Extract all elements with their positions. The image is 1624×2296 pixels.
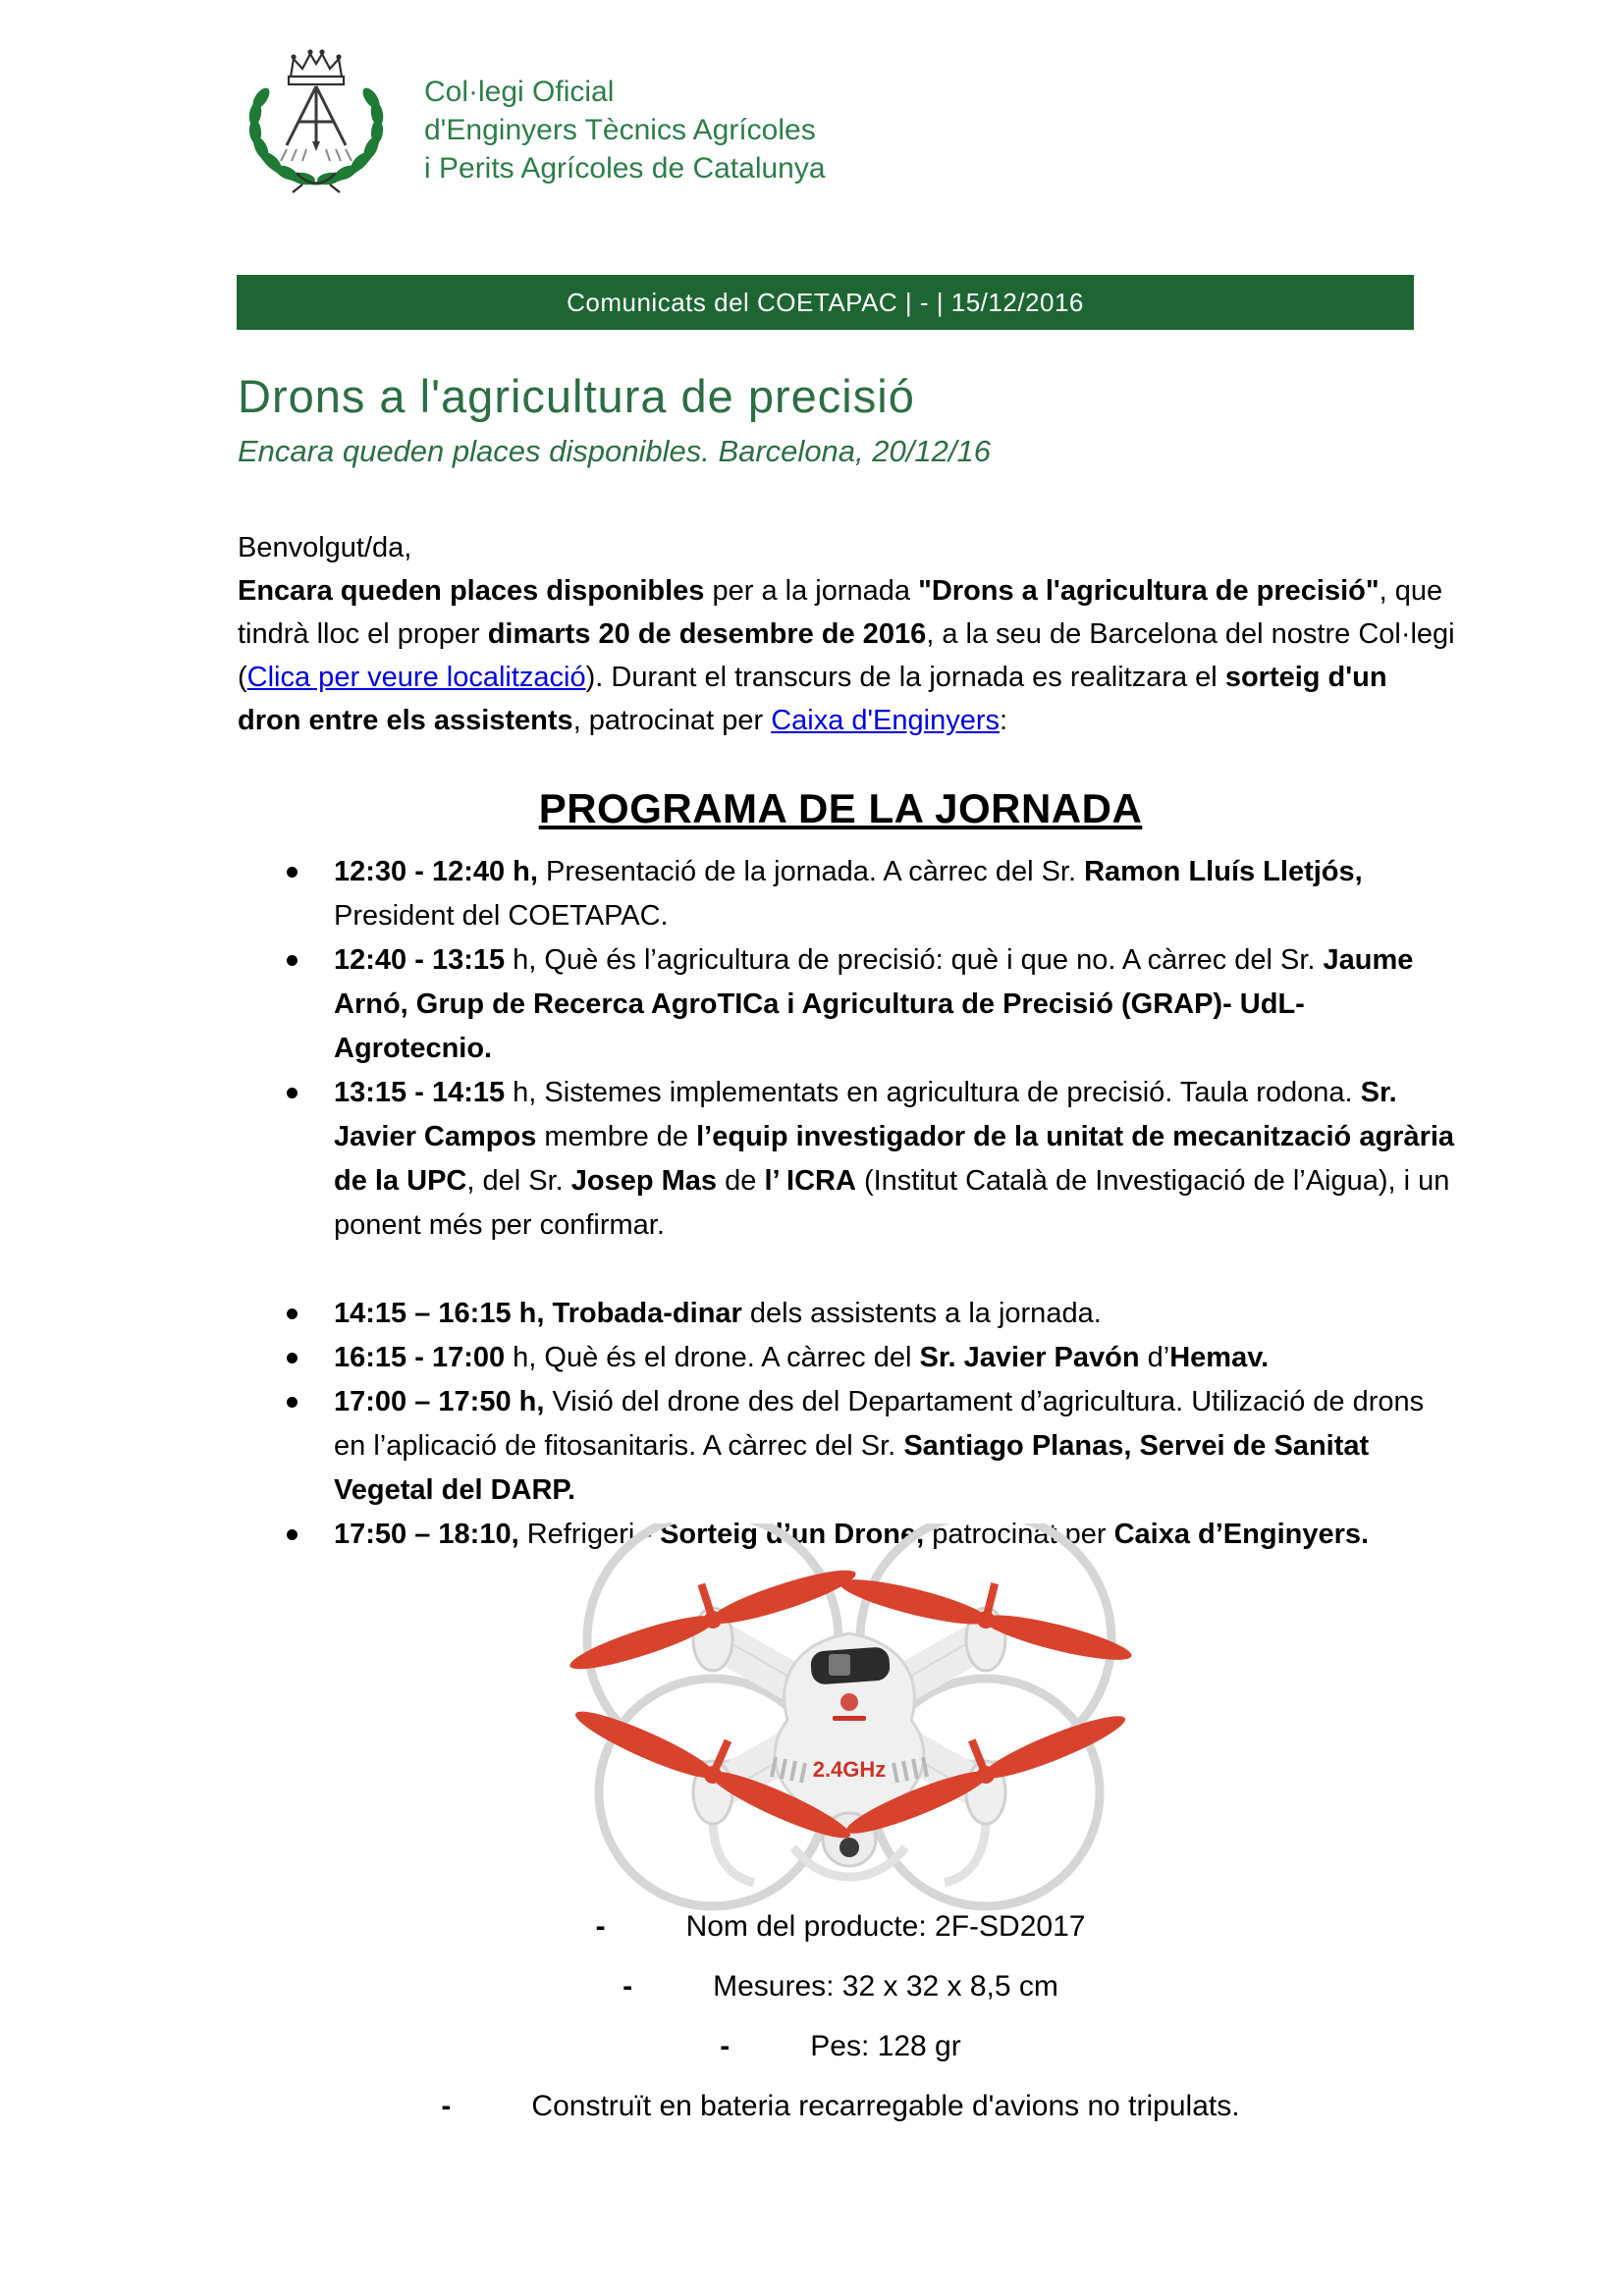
drone-image [548,1523,1151,1916]
program-item [238,1380,1455,1513]
inline-text: 12:40 - 13:15 [334,944,506,976]
inline-link[interactable]: Caixa d'Enginyers [771,705,1001,736]
inline-text: Josep Mas [570,1165,718,1197]
crest-icon [232,47,401,194]
org-name [424,47,826,194]
inline-text: Santiago Planas, Servei de Sanitat Vegetal del DARP. [334,1430,1370,1506]
inline-text: 14:15 – 16:15 h, Trobada-dinar [334,1298,742,1329]
inline-text: membre de [536,1121,697,1152]
bullet-icon [287,1308,298,1319]
spec-row [238,1956,1443,2016]
inline-text: Sorteig d’un Drone, [660,1519,925,1550]
inline-text: Sr. Javier Campos [334,1077,1397,1152]
program-item [238,1071,1455,1248]
program-item-text [334,1292,1455,1336]
inline-text: l’ ICRA [764,1165,856,1197]
inline-link[interactable]: Clica per veure localització [246,662,586,693]
org-logo [232,47,826,194]
program-heading: PROGRAMA DE LA JORNADA [538,785,1143,831]
inline-text: de [717,1165,765,1197]
program-item-text [334,850,1455,938]
bullet-icon [287,955,298,966]
inline-text: Jaume Arnó, Grup de Recerca AgroTICa i Agricultura de Precisió (GRAP)- UdL-Agrotecnio. [334,944,1414,1064]
dash-bullet: - [623,1969,633,2002]
drone-frequency-label: 2.4GHz [812,1757,887,1782]
bullet-icon [287,1088,298,1098]
inline-text: , que tindrà lloc el proper [238,575,1443,650]
spec-text: Pes: 128 gr [810,2029,961,2062]
intro-paragraph [238,526,1455,742]
program-item [238,1292,1455,1336]
inline-text: 16:15 - 17:00 [334,1342,506,1373]
bullet-icon [287,1397,298,1408]
inline-text: ). Durant el transcurs de la jornada es realitzara el [585,662,1225,693]
inline-text: Ramon Lluís Lletjós, [1084,856,1363,887]
inline-text: Encara queden places disponibles [238,575,705,607]
inline-text: 17:50 – 18:10, [334,1519,519,1550]
inline-text: h, Què és el drone. A càrrec del [505,1342,920,1373]
spec-row [238,2016,1443,2076]
inline-text: Visió del drone des del Departament d’agricultura. Utilizació de drons en l’aplicació de fitosanitaris. A càrrec del Sr. [334,1386,1425,1462]
spec-text: Nom del producte: 2F-SD2017 [685,1909,1086,1943]
inline-text: , a la seu de Barcelona del nostre Col·legi ( [238,618,1455,693]
inline-text: dimarts 20 de desembre de 2016 [487,618,927,650]
page-title: Drons a l'agricultura de precisió [238,370,915,422]
inline-text: : [1000,705,1008,736]
program-item-text [334,1336,1455,1380]
program-item [238,850,1455,938]
program-item [238,1336,1455,1380]
spec-text: Construït en bateria recarregable d'avions no tripulats. [531,2089,1240,2122]
bullet-icon [287,1353,298,1363]
inline-text: patrocinat per [924,1519,1114,1550]
page-subtitle: Encara queden places disponibles. Barcelona, 20/12/16 [238,434,991,468]
inline-text: per a la jornada [704,575,919,607]
spec-row [238,2076,1443,2136]
inline-text: l’equip investigador de la unitat de mecanització agrària de la UPC [334,1121,1455,1197]
inline-text: , del Sr. [466,1165,571,1197]
dash-bullet: - [720,2029,731,2062]
greeting: Benvolgut/da, [238,532,412,563]
dash-bullet: - [595,1909,606,1943]
org-name-line1: Col·legi Oficial [424,76,615,108]
inline-text: 17:00 – 17:50 h, [334,1386,545,1417]
banner-text: Comunicats del COETAPAC | - | 15/12/2016 [567,287,1084,317]
banner [237,275,1414,330]
bullet-icon [287,1529,298,1540]
inline-text: Sr. Javier Pavón [919,1342,1140,1373]
spec-list [238,1896,1443,2136]
inline-text: 13:15 - 14:15 [334,1077,506,1108]
inline-text: sorteig d'un dron entre els assistents [238,662,1387,736]
intro-text [238,575,1455,736]
spec-row [238,1896,1443,1956]
inline-text: President del COETAPAC. [334,900,669,932]
inline-text: Presentació de la jornada. A càrrec del Sr. [537,856,1085,887]
inline-text: h, Què és l’agricultura de precisió: què i que no. A càrrec del Sr. [505,944,1324,976]
dash-bullet: - [441,2089,452,2122]
inline-text: Hemav. [1169,1342,1270,1373]
inline-text: Refrigeri - [518,1519,661,1550]
inline-text: d’ [1139,1342,1170,1373]
inline-text: h, Sistemes implementats en agricultura de precisió. Taula rodona. [505,1077,1361,1108]
spec-text: Mesures: 32 x 32 x 8,5 cm [713,1969,1058,2002]
bullet-icon [287,867,298,878]
program-list [238,850,1455,1557]
org-name-line2: d'Enginyers Tècnics Agrícoles [424,114,816,146]
org-name-line3: i Perits Agrícoles de Catalunya [424,152,826,185]
inline-text: 12:30 - 12:40 h, [334,856,538,887]
program-item-text [334,938,1455,1071]
inline-text: "Drons a l'agricultura de precisió" [918,575,1380,607]
inline-text: Caixa d’Enginyers. [1113,1519,1370,1550]
program-item-text [334,1380,1455,1513]
inline-text: (Institut Català de Investigació de l’Aigua), i un ponent més per confirmar. [334,1165,1450,1241]
program-item-text [334,1071,1455,1248]
program-item [238,938,1455,1071]
inline-text: dels assistents a la jornada. [741,1298,1102,1329]
inline-text: , patrocinat per [572,705,772,736]
